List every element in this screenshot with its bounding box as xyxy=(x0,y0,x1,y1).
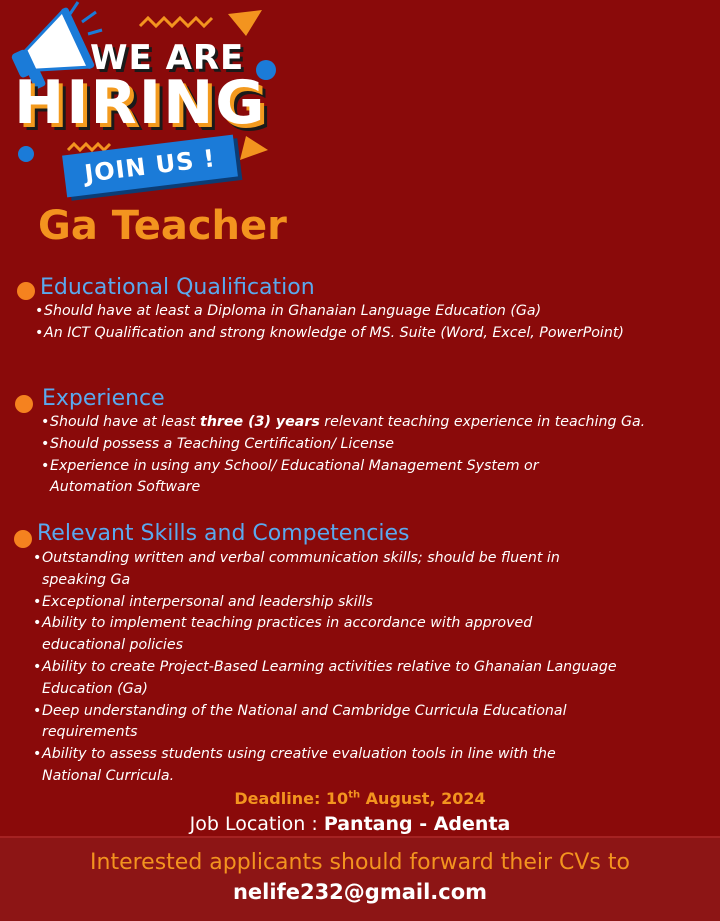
we-are-text: WE ARE xyxy=(90,38,245,78)
bullet-dot-icon xyxy=(15,395,33,413)
deadline xyxy=(0,789,720,808)
list-item: • Deep understanding of the National and Cambridge Curricula Educational requirements xyxy=(33,701,642,745)
section-list xyxy=(33,548,673,788)
hiring-text: HIRING xyxy=(14,68,267,138)
job-title: Ga Teacher xyxy=(38,203,287,249)
section-heading: Educational Qualification xyxy=(40,275,315,300)
bullet-dot-icon xyxy=(14,530,32,548)
list-item: • An ICT Qualification and strong knowledge of MS. Suite (Word, Excel, PowerPoint) xyxy=(35,323,695,345)
item-highlight: three (3) years xyxy=(200,414,320,430)
job-location xyxy=(0,813,700,835)
item-text: Should have at least xyxy=(50,414,201,430)
list-item: • Experience in using any School/ Educational Management System or Automation Software xyxy=(41,456,600,500)
section-heading: Experience xyxy=(42,386,165,411)
location-label: Job Location : xyxy=(189,813,324,835)
deadline-ordinal: th xyxy=(348,789,361,801)
apply-instruction: Interested applicants should forward their CVs to xyxy=(90,850,630,875)
list-item xyxy=(41,412,701,434)
list-item: • Ability to create Project-Based Learning activities relative to Ghanaian Language Education (Ga) xyxy=(33,657,682,701)
footer-band xyxy=(0,836,720,921)
deadline-date: August, 2024 xyxy=(360,789,486,808)
bullet-dot-icon xyxy=(17,282,35,300)
list-item: • Should have at least a Diploma in Ghanaian Language Education (Ga) xyxy=(35,301,695,323)
list-item: • Ability to implement teaching practices in accordance with approved educational policies xyxy=(33,613,602,657)
section-list xyxy=(41,412,701,499)
contact-email[interactable]: nelife232@gmail.com xyxy=(232,880,488,904)
location-value: Pantang - Adenta xyxy=(323,813,511,835)
section-heading: Relevant Skills and Competencies xyxy=(37,521,410,546)
hiring-badge xyxy=(0,0,290,210)
list-item: • Outstanding written and verbal communication skills; should be fluent in speaking Ga xyxy=(33,548,622,592)
join-us-text: JOIN US ! xyxy=(82,144,218,188)
section-list xyxy=(35,301,695,345)
list-item: • Should possess a Teaching Certification/ License xyxy=(41,434,701,456)
list-item: • Ability to assess students using creative evaluation tools in line with the National Curricula. xyxy=(33,744,602,788)
item-text: relevant teaching experience in teaching Ga. xyxy=(319,414,646,430)
deadline-label: Deadline: 10 xyxy=(234,789,349,808)
list-item: • Exceptional interpersonal and leadership skills xyxy=(33,592,673,614)
